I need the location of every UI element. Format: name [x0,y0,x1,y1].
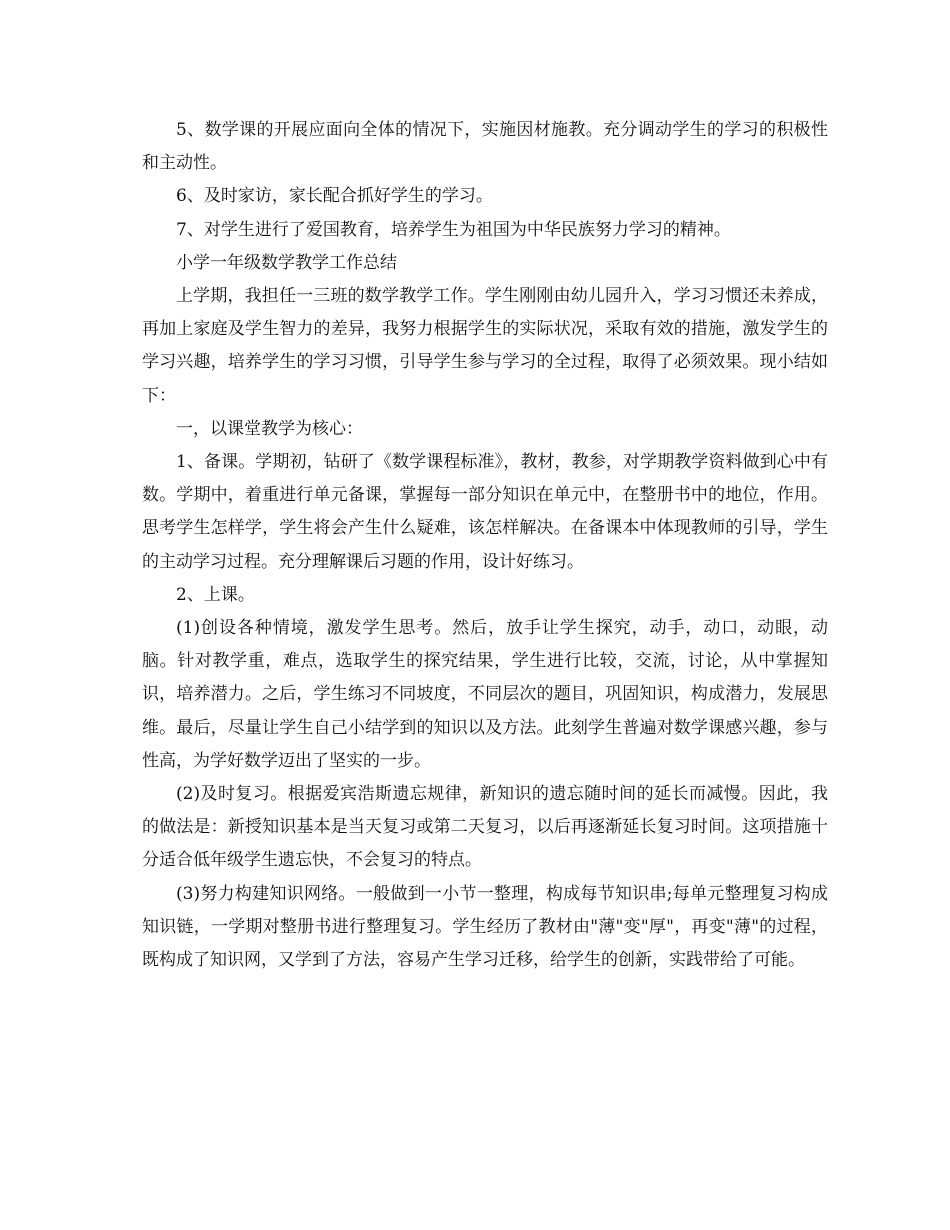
paragraph-item-7: 7、对学生进行了爱国教育，培养学生为祖国为中华民族努力学习的精神。 [176,219,731,240]
heading-teaching: 2、上课。 [176,584,255,605]
paragraph-item-6: 6、及时家访，家长配合抓好学生的学习。 [176,186,493,207]
paragraph-review: (2)及时复习。根据爱宾浩斯遗忘规律，新知识的遗忘随时间的延长而减慢。因此，我的做法是：新授知识基本是当天复习或第二天复习，以后再逐渐延长复习时间。这项措施十分适合低年级学生遗忘快，不会复习的特点。 [142,784,828,871]
document-page [142,114,828,977]
paragraph-scenarios: (1)创设各种情境，激发学生思考。然后，放手让学生探究，动手，动口，动眼，动脑。针对教学重，难点，选取学生的探究结果，学生进行比较，交流，讨论，从中掌握知识，培养潜力。之后，学生练习不同坡度，不同层次的题目，巩固知识，构成潜力，发展思维。最后，尽量让学生自己小结学到的知识以及方法。此刻学生普遍对数学课感兴趣，参与性高，为学好数学迈出了坚实的一步。 [142,618,828,771]
paragraph-item-5: 5、数学课的开展应面向全体的情况下，实施因材施教。充分调动学生的学习的积极性和主动性。 [142,120,828,174]
section-title: 小学一年级数学教学工作总结 [176,252,397,273]
heading-classroom-core: 一，以课堂教学为核心： [176,418,363,439]
paragraph-knowledge-network: (3)努力构建知识网络。一般做到一小节一整理，构成每节知识串;每单元整理复习构成知识链，一学期对整册书进行整理复习。学生经历了教材由"薄"变"厚"，再变"薄"的过程，既构成了知识网，又学到了方法，容易产生学习迁移，给学生的创新，实践带给了可能。 [142,883,828,971]
paragraph-lesson-prep: 1、备课。学期初，钻研了《数学课程标准》，教材，教参，对学期教学资料做到心中有数。学期中，着重进行单元备课，掌握每一部分知识在单元中，在整册书中的地位，作用。思考学生怎样学，学生将会产生什么疑难，该怎样解决。在备课本中体现教师的引导，学生的主动学习过程。充分理解课后习题的作用，设计好练习。 [142,452,828,572]
intro-paragraph: 上学期，我担任一三班的数学教学工作。学生刚刚由幼儿园升入，学习习惯还未养成，再加上家庭及学生智力的差异，我努力根据学生的实际状况，采取有效的措施，激发学生的学习兴趣，培养学生的学习习惯，引导学生参与学习的全过程，取得了必须效果。现小结如下： [142,286,828,406]
